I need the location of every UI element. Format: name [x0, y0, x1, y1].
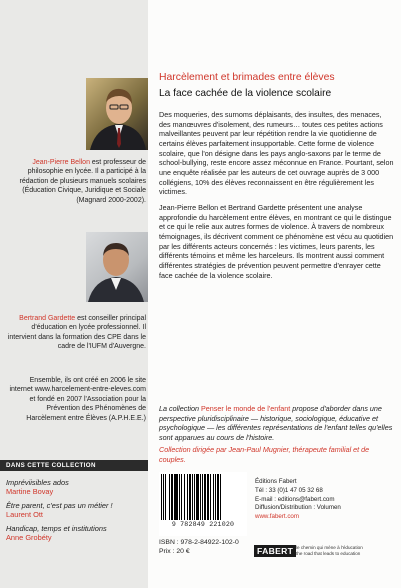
collection-bar: DANS CETTE COLLECTION — [0, 460, 148, 471]
series-name: Penser le monde de l'enfant — [200, 404, 291, 413]
publisher-tagline-en: the road that leads to education — [296, 551, 361, 556]
isbn: ISBN : 978-2-84922-102-0 — [159, 539, 239, 546]
collection-item — [6, 501, 146, 520]
series-text: propose d'aborder dans une perspective pluridisciplinaire — historique, sociologique, éducative et psychologique — les différentes représentations de l'enfant telles qu'elles sont apparues au cours de l'histoire. — [159, 404, 393, 442]
series-description — [159, 404, 395, 442]
series-intro: La collection — [159, 404, 201, 413]
barcode — [159, 472, 247, 536]
summary-paragraph: Jean-Pierre Bellon et Bertrand Gardette présentent une analyse approfondie du harcèlement entre élèves, en montrant ce qui le distingue et ce qui le relie aux autres formes de violence. À travers de nombreux témoignages, ils décrivent comment ce phénomène est vécu au quotidien par les différents acteurs concernés : les victimes, leurs parents, les différents témoins et même les harceleurs. Ils montrent aussi comment différentes stratégies de prévention peuvent permettre d'enrayer cette face cachée de la violence scolaire. — [159, 202, 394, 280]
series-director: Collection dirigée par Jean-Paul Mugnier, thérapeute familial et de couples. — [159, 445, 370, 464]
collection-item-author: Martine Bovay — [6, 487, 54, 497]
author-name: Jean-Pierre Bellon — [32, 159, 90, 166]
author-name: Bertrand Gardette — [19, 315, 76, 322]
left-column — [0, 0, 148, 588]
publisher-info — [255, 478, 395, 522]
book-summary — [159, 110, 395, 286]
author-bio-text: est professeur de philosophie en lycée. Il a participé à la rédaction de plusieurs manuels scolaires (Éducation Civique, Juridique et Sociale (Magnard 2000-2002). — [19, 159, 146, 204]
collection-list — [6, 478, 146, 546]
book-title: Harcèlement et brimades entre élèves — [159, 72, 335, 83]
collection-item-author: Laurent Ott — [6, 510, 43, 520]
summary-paragraph: Des moqueries, des surnoms déplaisants, des insultes, des menaces, des manœuvres d'isolement, des rumeurs… toutes ces petites actions malveillantes peuvent par leur répétition rendre la vie quotidienne de certains élèves parfaitement insupportable. Cette forme de violence scolaire, que l'on désigne dans les pays anglo-saxons par le terme de school-bullying, reste encore assez méconnue en France. Pourtant, selon une enquête réalisée par les auteurs de cet ouvrage auprès de 3 000 collégiens, 10% des élèves reconnaissent en être régulièrement les victimes. — [159, 110, 394, 197]
collection-item-author: Anne Grobéty — [6, 533, 52, 543]
publisher-url: www.fabert.com — [255, 513, 300, 521]
author-bio-bellon — [6, 158, 146, 205]
collection-item — [6, 478, 146, 497]
publisher-email: E-mail : editions@fabert.com — [255, 495, 335, 503]
isbn-block — [159, 538, 239, 556]
price: Prix : 20 € — [159, 548, 190, 555]
publisher-tagline-fr: le chemin qui mène à l'éducation — [296, 545, 363, 550]
collection-item-title: Handicap, temps et institutions — [6, 523, 107, 533]
collection-item-title: Être parent, c'est pas un métier ! — [6, 500, 113, 510]
barcode-number: 9 782849 221020 — [171, 521, 235, 528]
author-photo-bellon — [86, 78, 148, 150]
publisher-tel: Tél : 33 (0)1 47 05 32 68 — [255, 486, 323, 494]
collection-item — [6, 524, 146, 543]
publisher-name: Éditions Fabert — [255, 478, 297, 485]
author-bio-gardette — [6, 314, 146, 352]
publisher-distribution: Diffusion/Distribution : Volumen — [255, 504, 341, 512]
collection-item-title: Impréviisibles ados — [6, 478, 69, 487]
publisher-logo-text: FABERT — [254, 545, 296, 557]
book-subtitle: La face cachée de la violence scolaire — [159, 88, 332, 99]
authors-together-text: Ensemble, ils ont créé en 2006 le site internet www.harcelement-entre-eleves.com et fondé en 2007 l'Association pour la Prévention des Phénomènes de Harcèlement entre Élèves (A.P.H.E.E.) — [9, 377, 146, 422]
barcode-bars — [161, 474, 245, 520]
author-photo-gardette — [86, 232, 148, 302]
barcode-stripe — [221, 474, 223, 520]
publisher-tagline — [296, 545, 396, 557]
publisher-logo — [254, 544, 394, 558]
author-bio-text: est conseiller principal d'éducation en lycée professionnel. Il intervient dans la formation des CPE dans le cadre de l'IUFM d'Auvergne. — [7, 315, 146, 351]
